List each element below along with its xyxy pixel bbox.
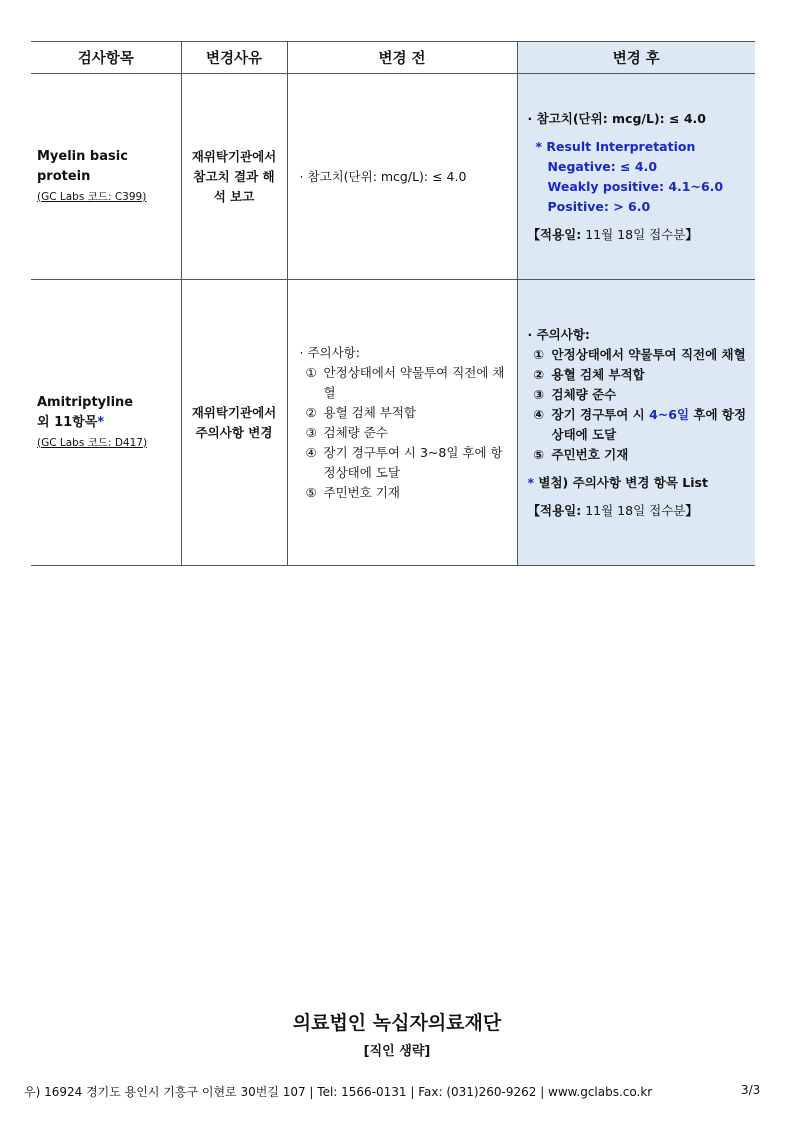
before-cell [287, 280, 517, 566]
table-row [31, 74, 755, 280]
list-item: ⑤ 주민번호 기재 [533, 446, 629, 462]
after-ref: · 참고치(단위: mcg/L): ≤ 4.0 [527, 110, 706, 126]
list-item: ④ 장기 경구투여 시 4~6일 후에 항정상태에 도달 [533, 406, 747, 442]
header-reason: 변경사유 [181, 42, 287, 74]
highlight-days: 4~6일 [649, 406, 690, 422]
list-item: ① 안정상태에서 약물투여 직전에 채혈 [533, 346, 746, 362]
table-row [31, 280, 755, 566]
header-row [31, 42, 755, 74]
item-star: * [97, 414, 105, 430]
header-before: 변경 전 [287, 42, 517, 74]
reason-cell [181, 74, 287, 280]
change-table [31, 41, 755, 566]
before-cell [287, 74, 517, 280]
interp-title: * Result Interpretation [535, 138, 696, 154]
item-code: (GC Labs 코드: C399) [37, 190, 147, 203]
after-title: · 주의사항: [527, 326, 590, 342]
list-item: ⑤ 주민번호 기재 [305, 484, 400, 500]
reason-text: 재위탁기관에서 주의사항 변경 [191, 404, 277, 440]
item-code: (GC Labs 코드: D417) [37, 436, 148, 449]
interp-positive: Positive: > 6.0 [547, 198, 651, 214]
list-item: ② 용혈 검체 부적합 [533, 366, 645, 382]
interp-negative: Negative: ≤ 4.0 [547, 158, 658, 174]
header-after: 변경 후 [517, 42, 755, 74]
organization-name: 의료법인 녹십자의료재단 [292, 1012, 502, 1034]
before-title: · 주의사항: [299, 344, 360, 360]
applied-date: 【적용일: 11월 18일 접수분】 [527, 502, 698, 518]
list-item: ② 용혈 검체 부적합 [305, 404, 416, 420]
list-item: ③ 검체량 준수 [305, 424, 388, 440]
after-cell [517, 74, 755, 280]
seal-omitted: [직인 생략] [363, 1044, 431, 1059]
reason-cell [181, 280, 287, 566]
attachment-note: * 별첨) 주의사항 변경 항목 List [527, 474, 708, 490]
page-number: 3/3 [741, 1083, 761, 1097]
item-name: Amitriptyline 외 11항목* [37, 394, 134, 430]
reason-text: 재위탁기관에서 참고치 결과 해석 보고 [191, 148, 277, 204]
list-item: ① 안정상태에서 약물투여 직전에 채혈 [305, 364, 505, 400]
applied-date: 【적용일: 11월 18일 접수분】 [527, 226, 698, 242]
before-ref: · 참고치(단위: mcg/L): ≤ 4.0 [299, 168, 467, 184]
item-name: Myelin basic protein [37, 148, 128, 184]
header-item: 검사항목 [31, 42, 181, 74]
item-cell [31, 280, 181, 566]
after-cell [517, 280, 755, 566]
list-item: ③ 검체량 준수 [533, 386, 617, 402]
list-item: ④ 장기 경구투여 시 3~8일 후에 항정상태에 도달 [305, 444, 503, 480]
item-cell [31, 74, 181, 280]
footer-address: 우) 16924 경기도 용인시 기흥구 이현로 30번길 107 | Tel: 1566-0131 | Fax: (031)260-9262 | www.gclabs.co.kr [24, 1085, 653, 1099]
interp-weak: Weakly positive: 4.1~6.0 [547, 178, 724, 194]
